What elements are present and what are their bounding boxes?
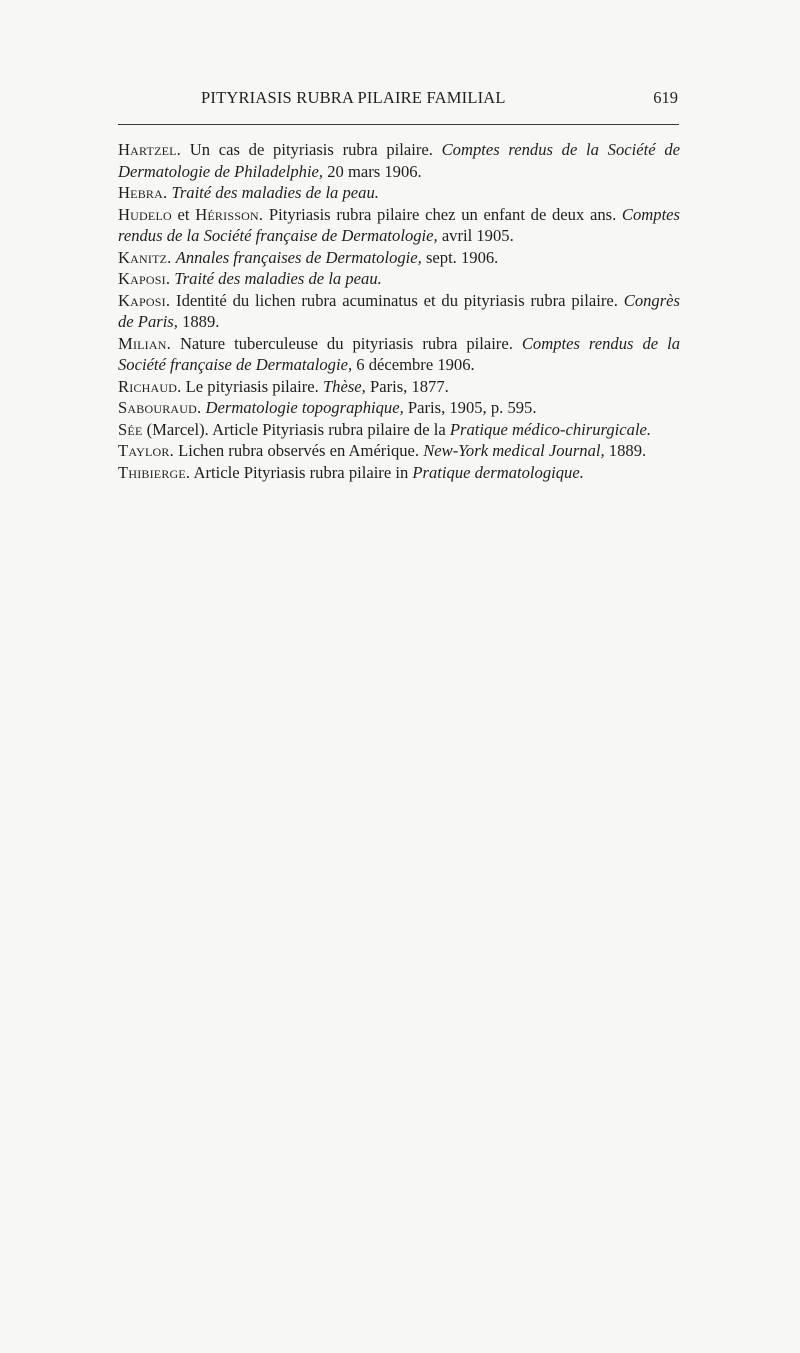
bibliography-entry [118,419,680,441]
entry-date: 6 décembre 1906. [352,355,475,374]
publication-title: Pratique dermatologique. [412,462,584,482]
bibliography-entry [118,247,680,269]
running-title: PITYRIASIS RUBRA PILAIRE FAMILIAL [201,88,506,107]
entry-date: avril 1905. [437,226,514,245]
publication-title: Dermatologie topographique, [205,398,404,417]
author-name: Hartzel. [118,140,182,159]
entry-text: Article Pityriasis rubra pilaire in [190,462,413,482]
entry-date: 1889. [177,312,220,331]
author-name: Kanitz. [118,247,172,267]
bibliography-entry [118,333,680,376]
bibliography-entry [118,268,680,290]
publication-title: Traité des maladies de la peau. [171,183,379,202]
publication-title: Annales françaises de Dermatologie, [175,247,422,267]
header-rule [118,124,679,125]
publication-title: Pratique médico-chirurgicale. [449,419,652,439]
entry-date: 20 mars 1906. [323,161,422,181]
entry-text: et [171,204,196,224]
bibliography-entry [118,440,680,462]
author-name: Kaposi. [118,269,171,288]
publication-title: Traité des maladies de la peau. [174,269,382,288]
publication-title: Comptes rendus de la Société française de Dermatologie, [118,204,680,245]
publication-title: Comptes rendus de la Société de Dermatologie de Philadelphie, [118,140,680,181]
author-name: Sée [118,419,143,439]
author-name: Richaud. [118,376,182,396]
publication-title: Congrès de Paris, [118,290,680,331]
publication-title: Thèse, [322,376,366,396]
entry-date: Paris, 1877. [365,376,449,396]
entry-text: Le pityriasis pilaire. [181,376,323,396]
bibliography-entry [118,139,680,182]
entry-text: Lichen rubra observés en Amérique. [173,441,424,460]
bibliography-entry [118,397,680,419]
entry-text: Nature tuberculeuse du pityriasis rubra pilaire. [170,333,522,353]
author-name: Milian. [118,333,171,353]
entry-date: 1889. [604,441,647,460]
entry-text: Pityriasis rubra pilaire chez un enfant de deux ans. [263,204,622,224]
bibliography-entry [118,182,680,204]
author-name: Taylor. [118,441,174,460]
entry-date: sept. 1906. [421,247,499,267]
entry-text: Identité du lichen rubra acuminatus et du pityriasis rubra pilaire. [170,290,624,310]
coauthor-name: Hérisson. [195,204,264,224]
author-name: Thibierge. [118,462,191,482]
publication-title: Comptes rendus de la Société française de Dermatalogie, [118,333,680,374]
entry-date: Paris, 1905, p. 595. [403,398,537,417]
author-name: Hebra. [118,183,168,202]
author-name: Hudelo [118,204,172,224]
bibliography-list [118,139,680,483]
bibliography-entry [118,462,680,484]
bibliography-entry [118,204,680,247]
author-name: Kaposi. [118,290,171,310]
publication-title: New-York medical Journal, [423,441,605,460]
bibliography-entry [118,290,680,333]
entry-text: (Marcel). Article Pityriasis rubra pilaire de la [142,419,450,439]
author-name: Sabouraud. [118,398,202,417]
entry-text: Un cas de pityriasis rubra pilaire. [181,140,442,159]
page-number: 619 [653,88,678,107]
running-head [128,88,680,112]
bibliography-entry [118,376,680,398]
